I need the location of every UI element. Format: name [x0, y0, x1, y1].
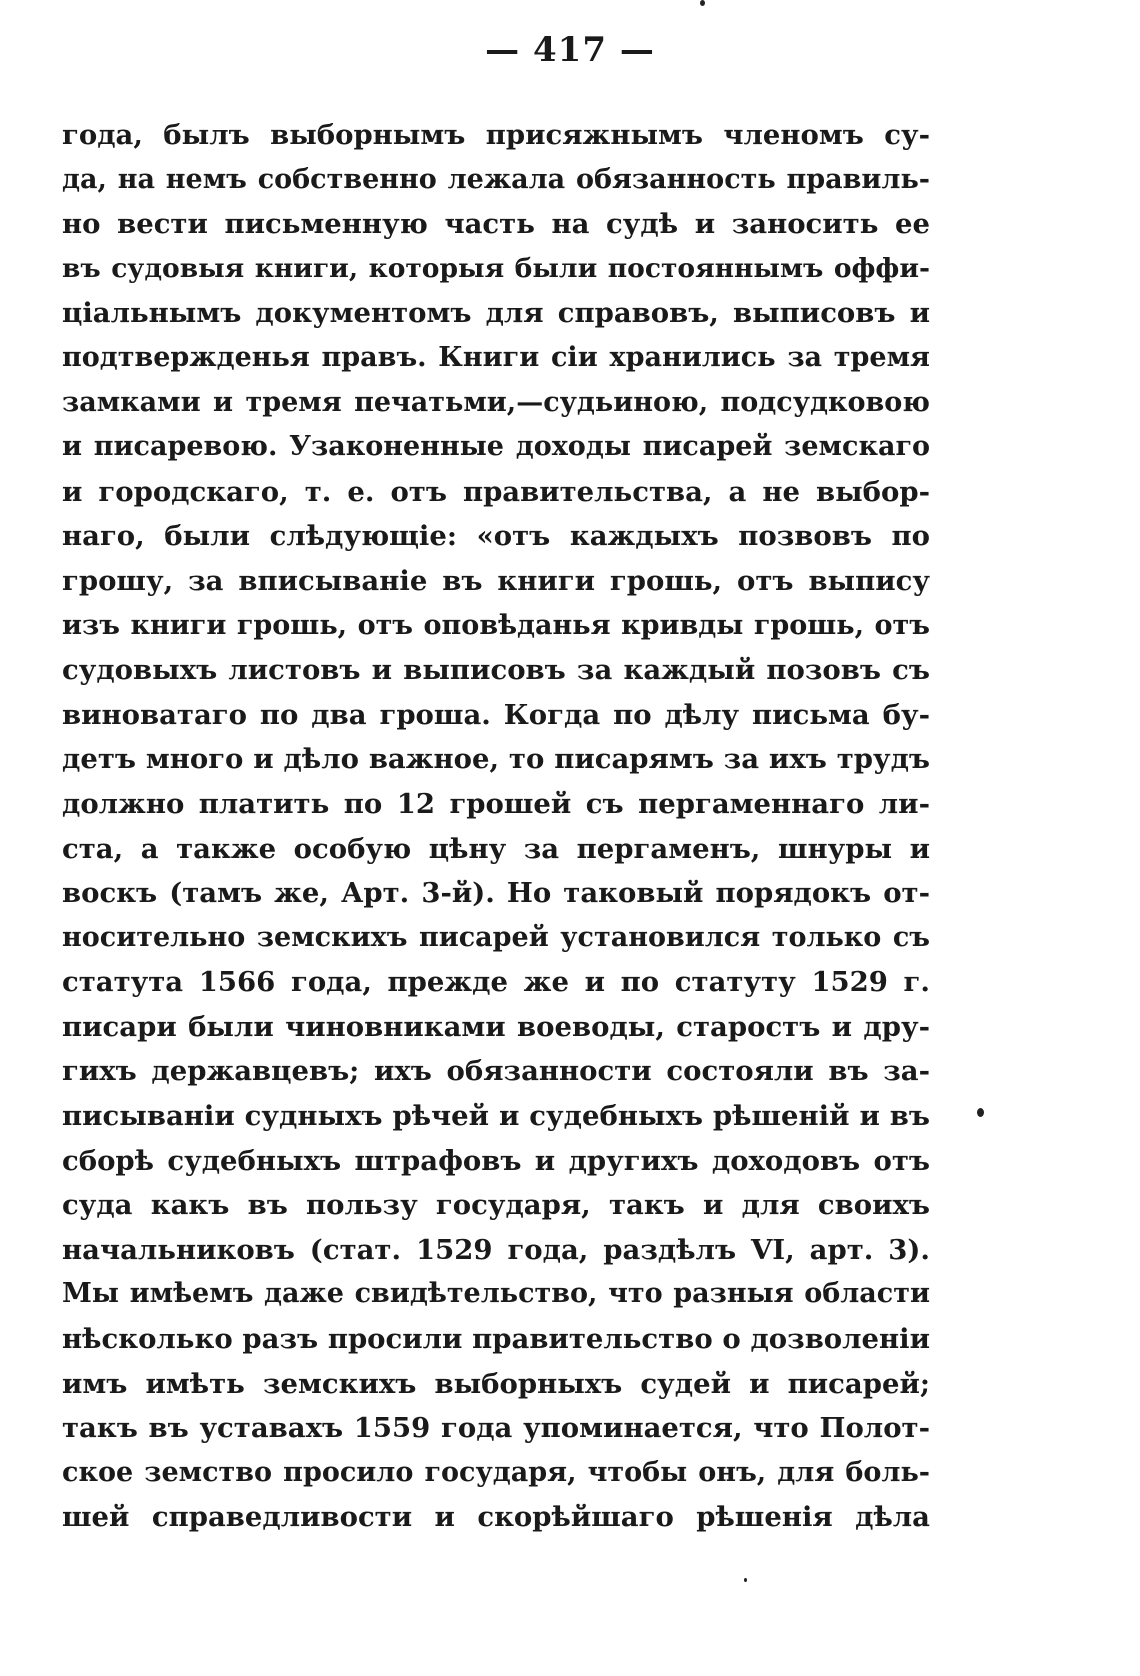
text-line: и городскаго, т. е. отъ правительства, а не выбор-	[62, 475, 930, 508]
text-line: сборѣ судебныхъ штрафовъ и другихъ доходовъ отъ	[62, 1144, 930, 1177]
text-line: изъ книги грошь, отъ оповѣданья кривды грошь, отъ	[62, 609, 930, 641]
text-line: наго, были слѣдующіе: «отъ каждыхъ позвовъ по	[62, 520, 930, 553]
page-number: — 417 —	[485, 30, 655, 70]
text-line: судовыхъ листовъ и выписовъ за каждый позовъ съ	[62, 654, 930, 687]
ink-speck	[744, 1578, 747, 1582]
text-line: суда какъ въ пользу государя, такъ и для своихъ	[62, 1189, 930, 1222]
text-line: подтвержденья правъ. Книги сіи хранились за тремя	[62, 341, 930, 373]
text-line: виноватаго по два гроша. Когда по дѣлу письма бу-	[62, 698, 930, 731]
text-line: детъ много и дѣло важное, то писарямъ за ихъ трудъ	[62, 743, 930, 776]
text-line: ціальнымъ документомъ для справовъ, выписовъ и	[62, 297, 930, 330]
text-line: нѣсколько разъ просили правительство о дозволеніи	[62, 1323, 930, 1356]
text-line: начальниковъ (стат. 1529 года, раздѣлъ VI, арт. 3).	[62, 1233, 930, 1266]
text-line: грошу, за вписываніе въ книги грошь, отъ выпису	[62, 564, 930, 597]
text-line: да, на немъ собственно лежала обязанность правиль-	[62, 163, 930, 195]
text-line: но вести письменную часть на судѣ и заносить ее	[62, 208, 930, 241]
ink-speck	[977, 1108, 984, 1117]
text-line: имъ имѣть земскихъ выборныхъ судей и писарей;	[62, 1367, 930, 1400]
text-line: писываніи судныхъ рѣчей и судебныхъ рѣшеній и въ	[62, 1100, 930, 1133]
text-line: писари были чиновниками воеводы, старостъ и дру-	[62, 1010, 930, 1043]
text-line: и писаревою. Узаконенные доходы писарей земскаго	[62, 431, 930, 463]
text-line: воскъ (тамъ же, Арт. 3-й). Но таковый порядокъ от-	[62, 877, 930, 910]
text-line: ское земство просило государя, чтобы онъ, для боль-	[62, 1456, 930, 1488]
text-line: ста, а также особую цѣну за пергаменъ, шнуры и	[62, 832, 930, 865]
text-line: года, былъ выборнымъ присяжнымъ членомъ су-	[62, 119, 930, 151]
text-line: шей справедливости и скорѣйшаго рѣшенія дѣла	[62, 1501, 930, 1534]
text-line: статута 1566 года, прежде же и по статуту 1529 г.	[62, 966, 930, 999]
ink-speck	[700, 0, 705, 6]
text-line: Мы имѣемъ даже свидѣтельство, что разныя области	[62, 1278, 930, 1310]
text-line: замками и тремя печатьми,—судьиною, подсудковою	[62, 386, 930, 418]
text-line: должно платить по 12 грошей съ пергаменнаго ли-	[62, 787, 930, 820]
text-line: носительно земскихъ писарей установился только съ	[62, 921, 930, 953]
body-text	[62, 113, 930, 1540]
text-line: гихъ державцевъ; ихъ обязанности состояли въ за-	[62, 1055, 930, 1088]
text-line: такъ въ уставахъ 1559 года упоминается, что Полот-	[62, 1412, 930, 1445]
text-line: въ судовыя книги, которыя были постояннымъ оффи-	[62, 252, 930, 284]
